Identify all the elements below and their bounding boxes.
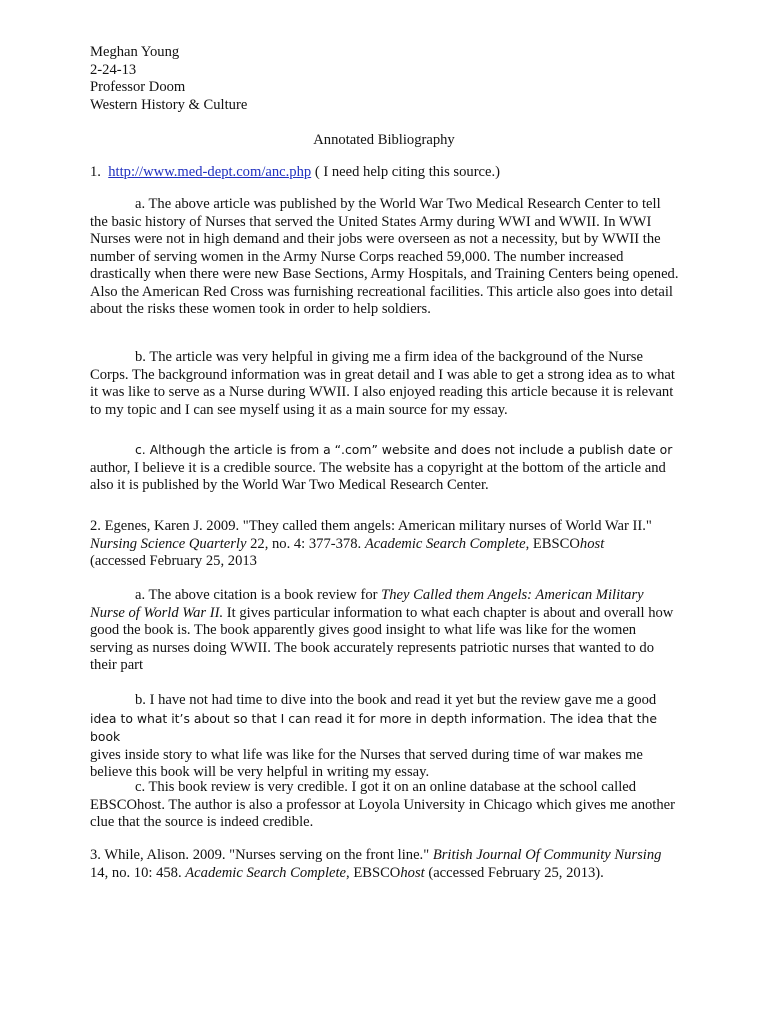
- entry-3-database: Academic Search Complete: [185, 864, 347, 881]
- entry-2-book-title: They Called them Angels: American Military Nurse of World War II.: [90, 587, 644, 621]
- entry-1-annotation-c: [90, 441, 680, 495]
- entry-2-c-text: c. This book review is very credible. I got it on an online database at the school called EBSCOhost. The author is also a professor at Loyola University in Chicago which gives me another clue that the source is indeed credible.: [90, 779, 675, 830]
- page-title: Annotated Bibliography: [313, 132, 455, 148]
- entry-1-annotation-a: [90, 196, 680, 319]
- entry-2-b-text: gives inside story to what life was like for the Nurses that served during time of war makes me believe this book will be very helpful in writing my essay.: [90, 746, 643, 780]
- entry-2-volume: 22, no. 4: 377-378.: [246, 535, 365, 552]
- entry-2-b-second-line: idea to what it’s about so that I can read it for more in depth information. The idea that the book: [90, 710, 658, 744]
- entry-2-accessed: (accessed February 25, 2013: [90, 553, 257, 569]
- entry-3-accessed: (accessed February 25, 2013).: [424, 864, 604, 881]
- entry-3-citation-text: 3. While, Alison. 2009. "Nurses serving on the front line.": [90, 847, 433, 863]
- entry-1-citation: [90, 164, 680, 182]
- entry-3-journal: British Journal Of Community Nursing: [432, 847, 662, 863]
- entry-2-a-text: a. The above citation is a book review for: [135, 587, 382, 603]
- entry-3-volume: 14, no. 10: 458.: [90, 864, 186, 881]
- entry-2-annotation-b: [90, 692, 680, 782]
- entry-2-host: host: [579, 535, 605, 552]
- entry-3-citation: [90, 847, 680, 882]
- author-name: Meghan Young: [90, 44, 180, 60]
- entry-1-a-text: a. The above article was published by the World War Two Medical Research Center to tell the basic history of Nurses that served the United States Army during WWI and WWII. In WWI Nurses were not in high demand and their jobs were overseen as not a necessity, but by WWII the number of serving women in the Army Nurse Corps reached 59,000. The number increased drastically when there were new Base Sections, Army Hospitals, and Training Centers being opened. Also the American Red Cross was furnishing recreational facilities. This article also goes into detail about the risks these women took in order to help soldiers.: [90, 196, 679, 317]
- entry-2-database: Academic Search Complete: [364, 535, 526, 552]
- course-name: Western History & Culture: [90, 96, 248, 113]
- entry-2-ebsco: , EBSCO: [525, 535, 580, 552]
- entry-1-c-text: author, I believe it is a credible source. The website has a copyright at the bottom of the article and also it is published by the World War Two Medical Research Center.: [90, 459, 666, 493]
- entry-1-note: ( I need help citing this source.): [311, 164, 501, 180]
- entry-2-b-first-line: b. I have not had time to dive into the book and read it yet but the review gave me a good: [135, 692, 657, 708]
- entry-1-c-first-line: c. Although the article is from a “.com” website and does not include a publish date or: [135, 442, 673, 457]
- entry-1-number: 1.: [90, 164, 101, 180]
- header-block: [90, 44, 680, 114]
- entry-3-ebsco: , EBSCO: [346, 864, 401, 881]
- entry-1-annotation-b: [90, 349, 680, 419]
- entry-2-annotation-a: [90, 587, 680, 675]
- entry-1-b-text: b. The article was very helpful in giving me a firm idea of the background of the Nurse Corps. The background information was in great detail and I was able to get a strong idea as to what it was like to serve as a Nurse during WWII. I also enjoyed reading this article because it is relevant to my topic and I can see myself using it as a main source for my essay.: [90, 349, 675, 418]
- entry-1-link[interactable]: http://www.med-dept.com/anc.php: [108, 164, 312, 180]
- professor-name: Professor Doom: [90, 79, 186, 95]
- entry-3-host: host: [400, 864, 425, 881]
- entry-2-journal: Nursing Science Quarterly: [90, 535, 247, 552]
- entry-2-citation-text: 2. Egenes, Karen J. 2009. "They called them angels: American military nurses of World War II.": [90, 518, 652, 534]
- entry-2-citation: [90, 518, 680, 571]
- entry-2-a-rest: It gives particular information to what each chapter is about and overall how good the book is. The book apparently gives good insight to what life was like for the women serving as nurses doing WWII. The book accurately represents patriotic nurses that wanted to do their part: [90, 604, 674, 673]
- entry-2-annotation-c: [90, 779, 680, 832]
- document-date: 2-24-13: [90, 61, 137, 78]
